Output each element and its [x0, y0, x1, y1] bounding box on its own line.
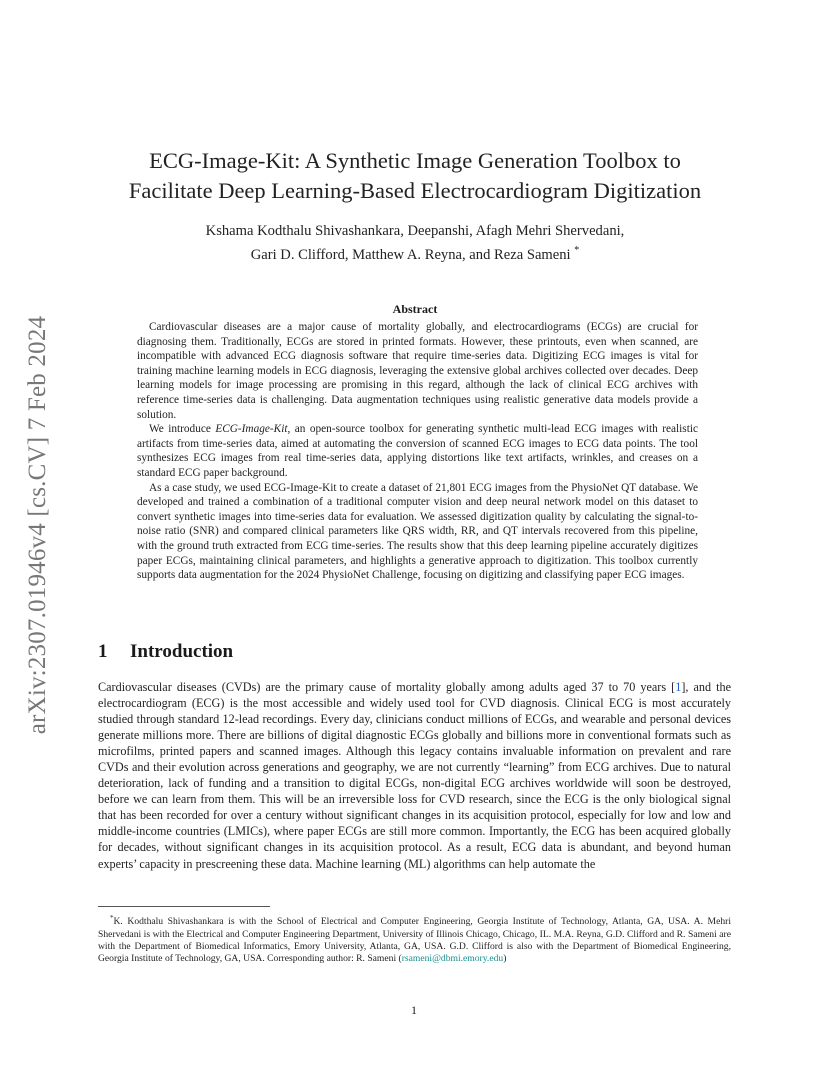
abstract-heading: Abstract — [392, 302, 438, 316]
title-line-2: Facilitate Deep Learning-Based Electrocardiogram Digitization — [128, 178, 702, 203]
intro-paragraph — [98, 679, 731, 872]
abstract-p2-rest: , an open-source toolbox for generating synthetic multi-lead ECG images with realistic artifacts from time-series data, aimed at automating the conversion of scanned ECG images to ECG data points. The tool synthesizes ECG images from real time-series data, applying distortions like text artifacts, wrinkles, and creases on a standard ECG paper background. — [137, 423, 698, 479]
affiliation-footnote — [98, 912, 731, 966]
authors-line-2 — [95, 241, 735, 265]
footnote-paragraph — [98, 912, 731, 966]
paper-title — [95, 146, 735, 206]
authors-line-1: Kshama Kodthalu Shivashankara, Deepanshi, Afagh Mehri Shervedani, — [205, 223, 625, 239]
abstract-paragraph-1: Cardiovascular diseases are a major cause of mortality globally, and electrocardiograms (ECGs) are crucial for diagnosing them. Traditionally, ECGs are stored in printed formats. However, these printouts, even when scanned, are incompatible with advanced ECG diagnosis software that require time-series data. Digitizing ECG images is vital for training machine learning models in ECG diagnosis, leveraging the extensive global archives collected over decades. Deep learning models for image processing are promising in this regard, although the lack of clinical ECG archives with reference time-series data is challenging. Data augmentation techniques using realistic generative data models provide a solution. — [137, 321, 698, 421]
citation-link[interactable]: 1 — [675, 680, 682, 694]
footnote-close: ) — [503, 953, 507, 965]
footnote-mark: * — [110, 914, 114, 922]
section-heading-introduction — [98, 641, 498, 663]
intro-text-rest: ], and the electrocardiogram (ECG) is the most accessible and widely used tool for CVD diagnosis. Clinical ECG is most accurately studied through standard 12-lead recordings. Every day, clinicians conduct millions of ECGs, and wearable and personal devices generate millions more. There are billions of digital diagnostic ECGs globally and billions more in conventional formats such as microfilms, printed papers and scanned images. Although this legacy contains invaluable information on prevalent and rare CVDs and their evolution across generations and geography, we are not currently “learning” from ECG archives. Due to natural deterioration, lack of funding and a transition to digital ECGs, non-digital ECG archives worldwide will soon be destroyed, before we can learn from them. This will be an irreversible loss for CVD research, since the ECG is the only biological signal that has been recorded for over a century without significant changes in its acquisition protocol, especially for low and low and middle-income countries (LMICs), where paper ECGs are still more common. Importantly, the ECG has been acquired globally for decades, without significant changes in its acquisition protocol. As a result, ECG data is abundant, and beyond human experts’ capacity in prescreening these data. Machine learning (ML) algorithms can help automate the — [98, 680, 731, 871]
abstract-paragraph-2 — [137, 422, 698, 480]
abstract-paragraph-3: As a case study, we used ECG-Image-Kit to create a dataset of 21,801 ECG images from the PhysioNet QT database. We developed and trained a combination of a traditional computer vision and deep neural network model on this dataset to convert synthetic images into time-series data for evaluation. We assessed digitization quality by calculating the signal-to-noise ratio (SNR) and compared clinical parameters like QRS width, RR, and QT intervals recovered from this pipeline, with the ground truth extracted from ECG time-series. The results show that this deep learning pipeline accurately digitizes paper ECGs, maintaining clinical parameters, and highlights a generative approach to digitization. This toolbox currently supports data augmentation for the 2024 PhysioNet Challenge, focusing on digitizing and classifying paper ECG images. — [137, 481, 698, 582]
author-list — [95, 221, 735, 265]
abstract-p2-start: We introduce — [149, 423, 216, 436]
title-line-1: ECG-Image-Kit: A Synthetic Image Generation Toolbox to — [149, 148, 681, 173]
email-link[interactable]: rsameni@dbmi.emory.edu — [401, 953, 504, 965]
authors-line-2-text: Gari D. Clifford, Matthew A. Reyna, and Reza Sameni — [250, 246, 571, 263]
introduction-body — [98, 679, 731, 872]
abstract-body — [137, 320, 698, 583]
arxiv-side-stamp — [20, 295, 56, 755]
author-footnote-mark: * — [574, 245, 580, 256]
page-number: 1 — [411, 1003, 417, 1017]
section-title: Introduction — [130, 641, 234, 662]
footnote-text: K. Kodthalu Shivashankara is with the School of Electrical and Computer Engineering, Georgia Institute of Technology, Atlanta, GA, USA. A. Mehri Shervedani is with the Electrical and Computer Engineering Department, University of Illinois Chicago, Chicago, IL. M.A. Reyna, G.D. Clifford and R. Sameni are with the Department of Biomedical Informatics, Emory University, Atlanta, GA, USA. G.D. Clifford is also with the Department of Biomedical Engineering, Georgia Institute of Technology, GA, USA. Corresponding author: R. Sameni ( — [98, 916, 731, 965]
toolbox-name: ECG-Image-Kit — [215, 423, 288, 436]
arxiv-identifier: arXiv:2307.01946v4 [cs.CV] 7 Feb 2024 — [24, 315, 52, 735]
intro-text-start: Cardiovascular diseases (CVDs) are the primary cause of mortality globally among adults aged 37 to 70 years [ — [98, 680, 676, 694]
section-number: 1 — [98, 641, 108, 662]
footnote-divider — [98, 906, 270, 907]
